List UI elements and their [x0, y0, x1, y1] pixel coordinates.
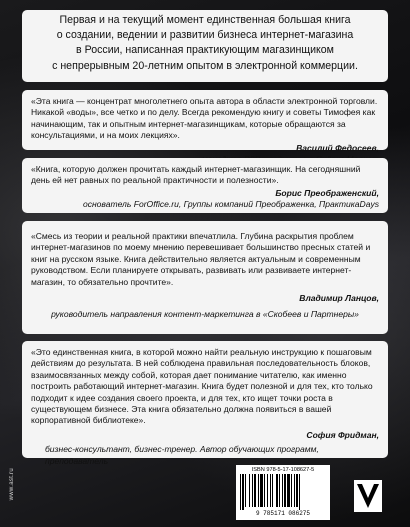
isbn-barcode — [236, 465, 330, 520]
barcode-bar — [294, 474, 295, 507]
isbn-number: ISBN 978-5-17-108627-5 — [251, 467, 315, 473]
reviewer-name: София Фридман, — [306, 429, 379, 440]
barcode-bar — [284, 474, 286, 507]
barcode-bar — [299, 474, 300, 510]
description-line: в России, написанная практикующим магазинщиком — [76, 44, 334, 57]
barcode-bar — [240, 474, 241, 510]
barcode-bar — [272, 474, 273, 507]
barcode-bar — [245, 474, 246, 507]
description-line: Первая и на текущий момент единственная большая книга — [59, 14, 351, 26]
publisher-website: www.ast.ru — [9, 468, 15, 501]
reviewer-name: Борис Преображенский, — [275, 187, 379, 198]
reviewer-role: бизнес-консультант, бизнес-тренер. Автор обучающих программ, преподаватель — [45, 444, 319, 466]
publisher-logo — [354, 480, 382, 512]
barcode-bar — [282, 474, 283, 507]
review-card — [22, 221, 388, 334]
barcode-bar — [260, 474, 263, 507]
barcode-bar — [276, 474, 278, 507]
description-line: с непрерывным 20-летним опытом в электронной коммерции. — [52, 59, 358, 72]
review-card — [22, 341, 388, 466]
review-card — [22, 90, 388, 153]
barcode-bar — [291, 474, 292, 507]
barcode-bar — [296, 474, 298, 507]
barcode-bar — [242, 474, 244, 510]
reviewer-role: основатель ForOffice.ru, Группы компаний Преображенка, ПрактикаDays — [82, 199, 379, 210]
barcode-bar — [270, 474, 271, 507]
barcode-bar — [264, 474, 265, 507]
review-text: «Смесь из теории и реальной практики впечатлила. Глубина раскрытия проблем интернет-магазинов по моему мнению перевешивает большинство пресных статей и книг на русском языке. Книга действительно является актуальным и современным руководством. Если планируете открывать, развивать или развиваете интернет-магазин, то обязательно прочтите». — [31, 231, 371, 287]
review-text: «Книга, которую должен прочитать каждый интернет-магазинщик. На сегодняшний день ей нет равных по реальной практичности и полезности». — [31, 164, 361, 186]
barcode-digits: 9 785171 086275 — [255, 510, 310, 517]
review-card — [22, 158, 388, 213]
description-line: о создании, ведении и развитии бизнеса интернет-магазина — [56, 29, 354, 42]
reviewer-role: руководитель направления контент-маркетинга в «Скобеев и Партнеры» — [51, 309, 359, 320]
barcode-bar — [252, 474, 253, 507]
barcode-bar — [267, 474, 268, 507]
reviewer-name: Василий Федосеев, — [296, 142, 379, 153]
barcode-bar — [287, 474, 290, 507]
book-description — [22, 10, 388, 82]
barcode-bar — [258, 474, 259, 507]
barcode-bar — [254, 474, 256, 507]
barcode-bar — [249, 474, 250, 507]
barcode-bars — [239, 474, 327, 510]
barcode-bar — [279, 474, 280, 507]
review-text: «Это единственная книга, в которой можно найти реальную инструкцию к пошаговым действиям до результата. В ней соблюдена правильная последовательность блоков, взаимосвязанных между собой, которая дает понимание читателю, как именно построить работающий интернет-магазин. Книга будет полезной и для тех, кто только подходит к идее создания своего проекта, и для тех, кто ищет точки роста в существующем бизнесе. Эта книга обязательно должна появиться в вашей корпоративной библиотеке». — [31, 347, 373, 426]
reviewer-name: Владимир Ланцов, — [299, 293, 379, 304]
review-text: «Эта книга — концентрат многолетнего опыта автора в области электронной торговли. Никакой «воды», все четко и по делу. Всегда рекомендую книгу и советы Тимофея как начинающим, так и опытным интернет-магазинщикам, которые обращаются за консультациями, и на моих лекциях». — [31, 96, 378, 141]
